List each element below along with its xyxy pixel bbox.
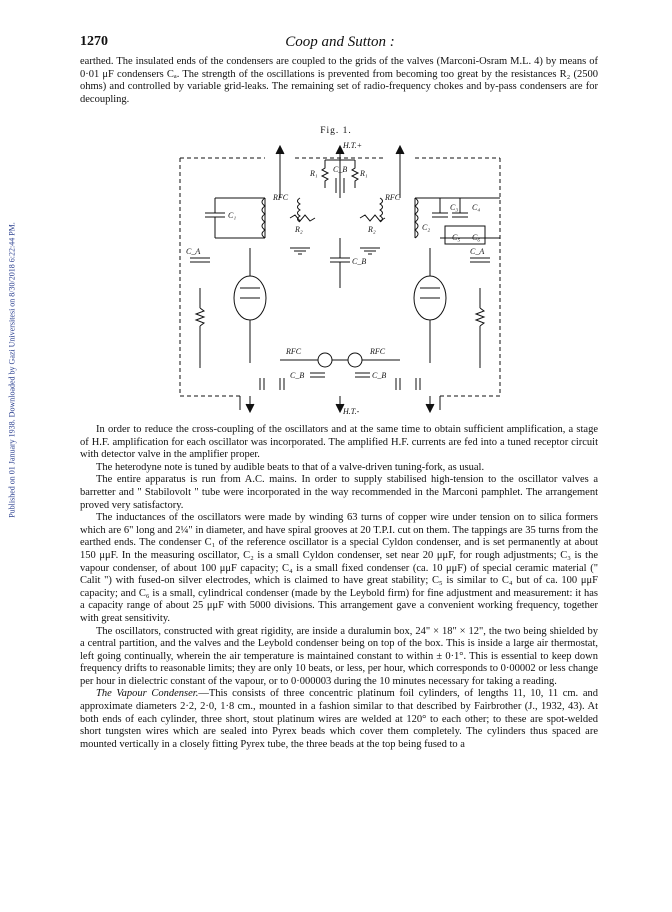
paragraph: The heterodyne note is tuned by audible beats to that of a valve-driven tuning-fork, as usual. <box>96 461 485 473</box>
label-c2: C₂ <box>422 223 431 232</box>
download-sidebar-note <box>6 140 18 600</box>
paragraph: In order to reduce the cross-coupling of the oscillators and at the same time to obtain sufficient amplification, a stage of H.F. amplification for each oscillator was incorporated. The amplified H.F. currents are fed into a tuned receptor circuit with detector valve in the amplifier proper. <box>80 424 598 461</box>
label-ca-left: C_A <box>186 247 201 256</box>
top-paragraph-text: earthed. The insulated ends of the condensers are coupled to the grids of the valves (Marconi-Osram M.L. 4) by means of 0·01 μF condensers Cₐ. The strength of the oscillations is prevented from becoming too great by the resistances R₂ (2500 ohms) and controlled by variable grid-leaks. The remaining set of radio-frequency chokes and by-pass condensers are for decoupling. <box>80 56 598 105</box>
circuit-diagram <box>160 138 520 418</box>
paragraph: The inductances of the oscillators were made by winding 63 turns of copper wire under tension on to silica formers which are 6" long and 2¼" in diameter, and have spiral grooves at 20 T.P.I. cut on them. The tappings are 35 turns from the earthed ends. The condenser C₁ of the reference oscillator is a special Cyldon condenser, and is set permanently at about 150 μμF. In the measuring oscillator, C₂ is a small Cyldon condenser, set near 20 μμF, for rough adjustments; C₃ is the vapour condenser, of about 100 μμF capacity; C₄ is a small fixed condenser (ca. 10 μμF) of special ceramic material (" Calit ") with fused-on silver electrodes, which is claimed to have great stability; C₅ is similar to C₄ but of ca. 100 μμF capacity; and C₆ is a small, cylindrical condenser (made by the Leybold firm) for fine adjustment and measurement: it has a capacity range of about 25 μμF with 5000 divisions. This arrangement gave a convenient working frequency, together with great sensitivity. <box>80 512 598 624</box>
label-c5: C₅ <box>452 233 461 242</box>
section-heading: The Vapour Condenser. <box>96 688 199 700</box>
page-number: 1270 <box>80 34 108 49</box>
label-r1-left: R₁ <box>310 169 318 178</box>
label-c6: C₆ <box>472 233 481 242</box>
paragraph-vapour-condenser <box>80 688 598 751</box>
figure-caption: Fig. 1. <box>320 126 352 136</box>
label-rfc-bottom-left: RFC <box>286 347 302 356</box>
label-r2-left: R₂ <box>295 225 303 234</box>
paragraph: The entire apparatus is run from A.C. mains. In order to supply stabilised high-tension to the oscillator valves a barretter and " Stabilovolt " tube were incorporated in the way recommended in the Marconi pamphlet. The arrangement proved very satisfactory. <box>80 474 598 511</box>
top-paragraph <box>80 56 598 106</box>
label-c3: C₃ <box>450 203 459 212</box>
label-ht-plus: H.T.+ <box>343 141 363 150</box>
label-r2-right: R₂ <box>368 225 376 234</box>
page-header <box>80 34 600 52</box>
label-rfc-right: RFC <box>385 193 401 202</box>
label-cb-bottom-left: C_B <box>290 371 305 380</box>
label-c1: C₁ <box>228 211 237 220</box>
section-text: —This consists of three concentric platinum foil cylinders, of lengths 11, 10, 11 cm. and approximate diameters 2·2, 2·0, 1·8 cm., mounted in a fashion similar to that described by Fairbrother (J., 1932, 43). At both ends of each cylinder, three short, stout platinum wires are welded at 120° to each other; to these are spot-welded short tungsten wires which are sealed into Pyrex beads which cover them completely. The cylinders thus spaced are mounted vertically in a closely fitting Pyrex tube, the three beads at the top being fused to a <box>80 688 598 750</box>
sidebar-note-text: Published on 01 January 1938. Downloaded by Gazi Universitesi on 8/30/2018 6:22:44 PM. <box>7 222 17 518</box>
label-rfc-bottom-right: RFC <box>370 347 386 356</box>
label-rfc-left: RFC <box>273 193 289 202</box>
running-title: Coop and Sutton : <box>285 34 395 50</box>
label-cb-bottom-right: C_B <box>372 371 387 380</box>
label-cb-mid: C_B <box>352 257 367 266</box>
label-cb-top: C_B <box>333 165 348 174</box>
label-c4: C₄ <box>472 203 481 212</box>
paragraph: The oscillators, constructed with great rigidity, are inside a duralumin box, 24" × 18" × 12", the two being shielded by a central partition, and the valves and the Leybold condenser being on top of the box. This is inside a large air thermostat, left going continually, wherein the air temperature is maintained constant to within ± 0·1°. This is essential to keep down frequency drifts to reasonable limits; they are only 10 beats, or less, per hour, which corresponds to 0·00002 or less change per hour in dielectric constant of the vapour, or to 0·000003 during the 10 minutes necessary for taking a reading. <box>80 625 598 687</box>
label-ht-minus: H.T.- <box>343 407 360 416</box>
label-ca-right: C_A <box>470 247 485 256</box>
label-r1-right: R₁ <box>360 169 368 178</box>
body-text <box>80 424 598 751</box>
